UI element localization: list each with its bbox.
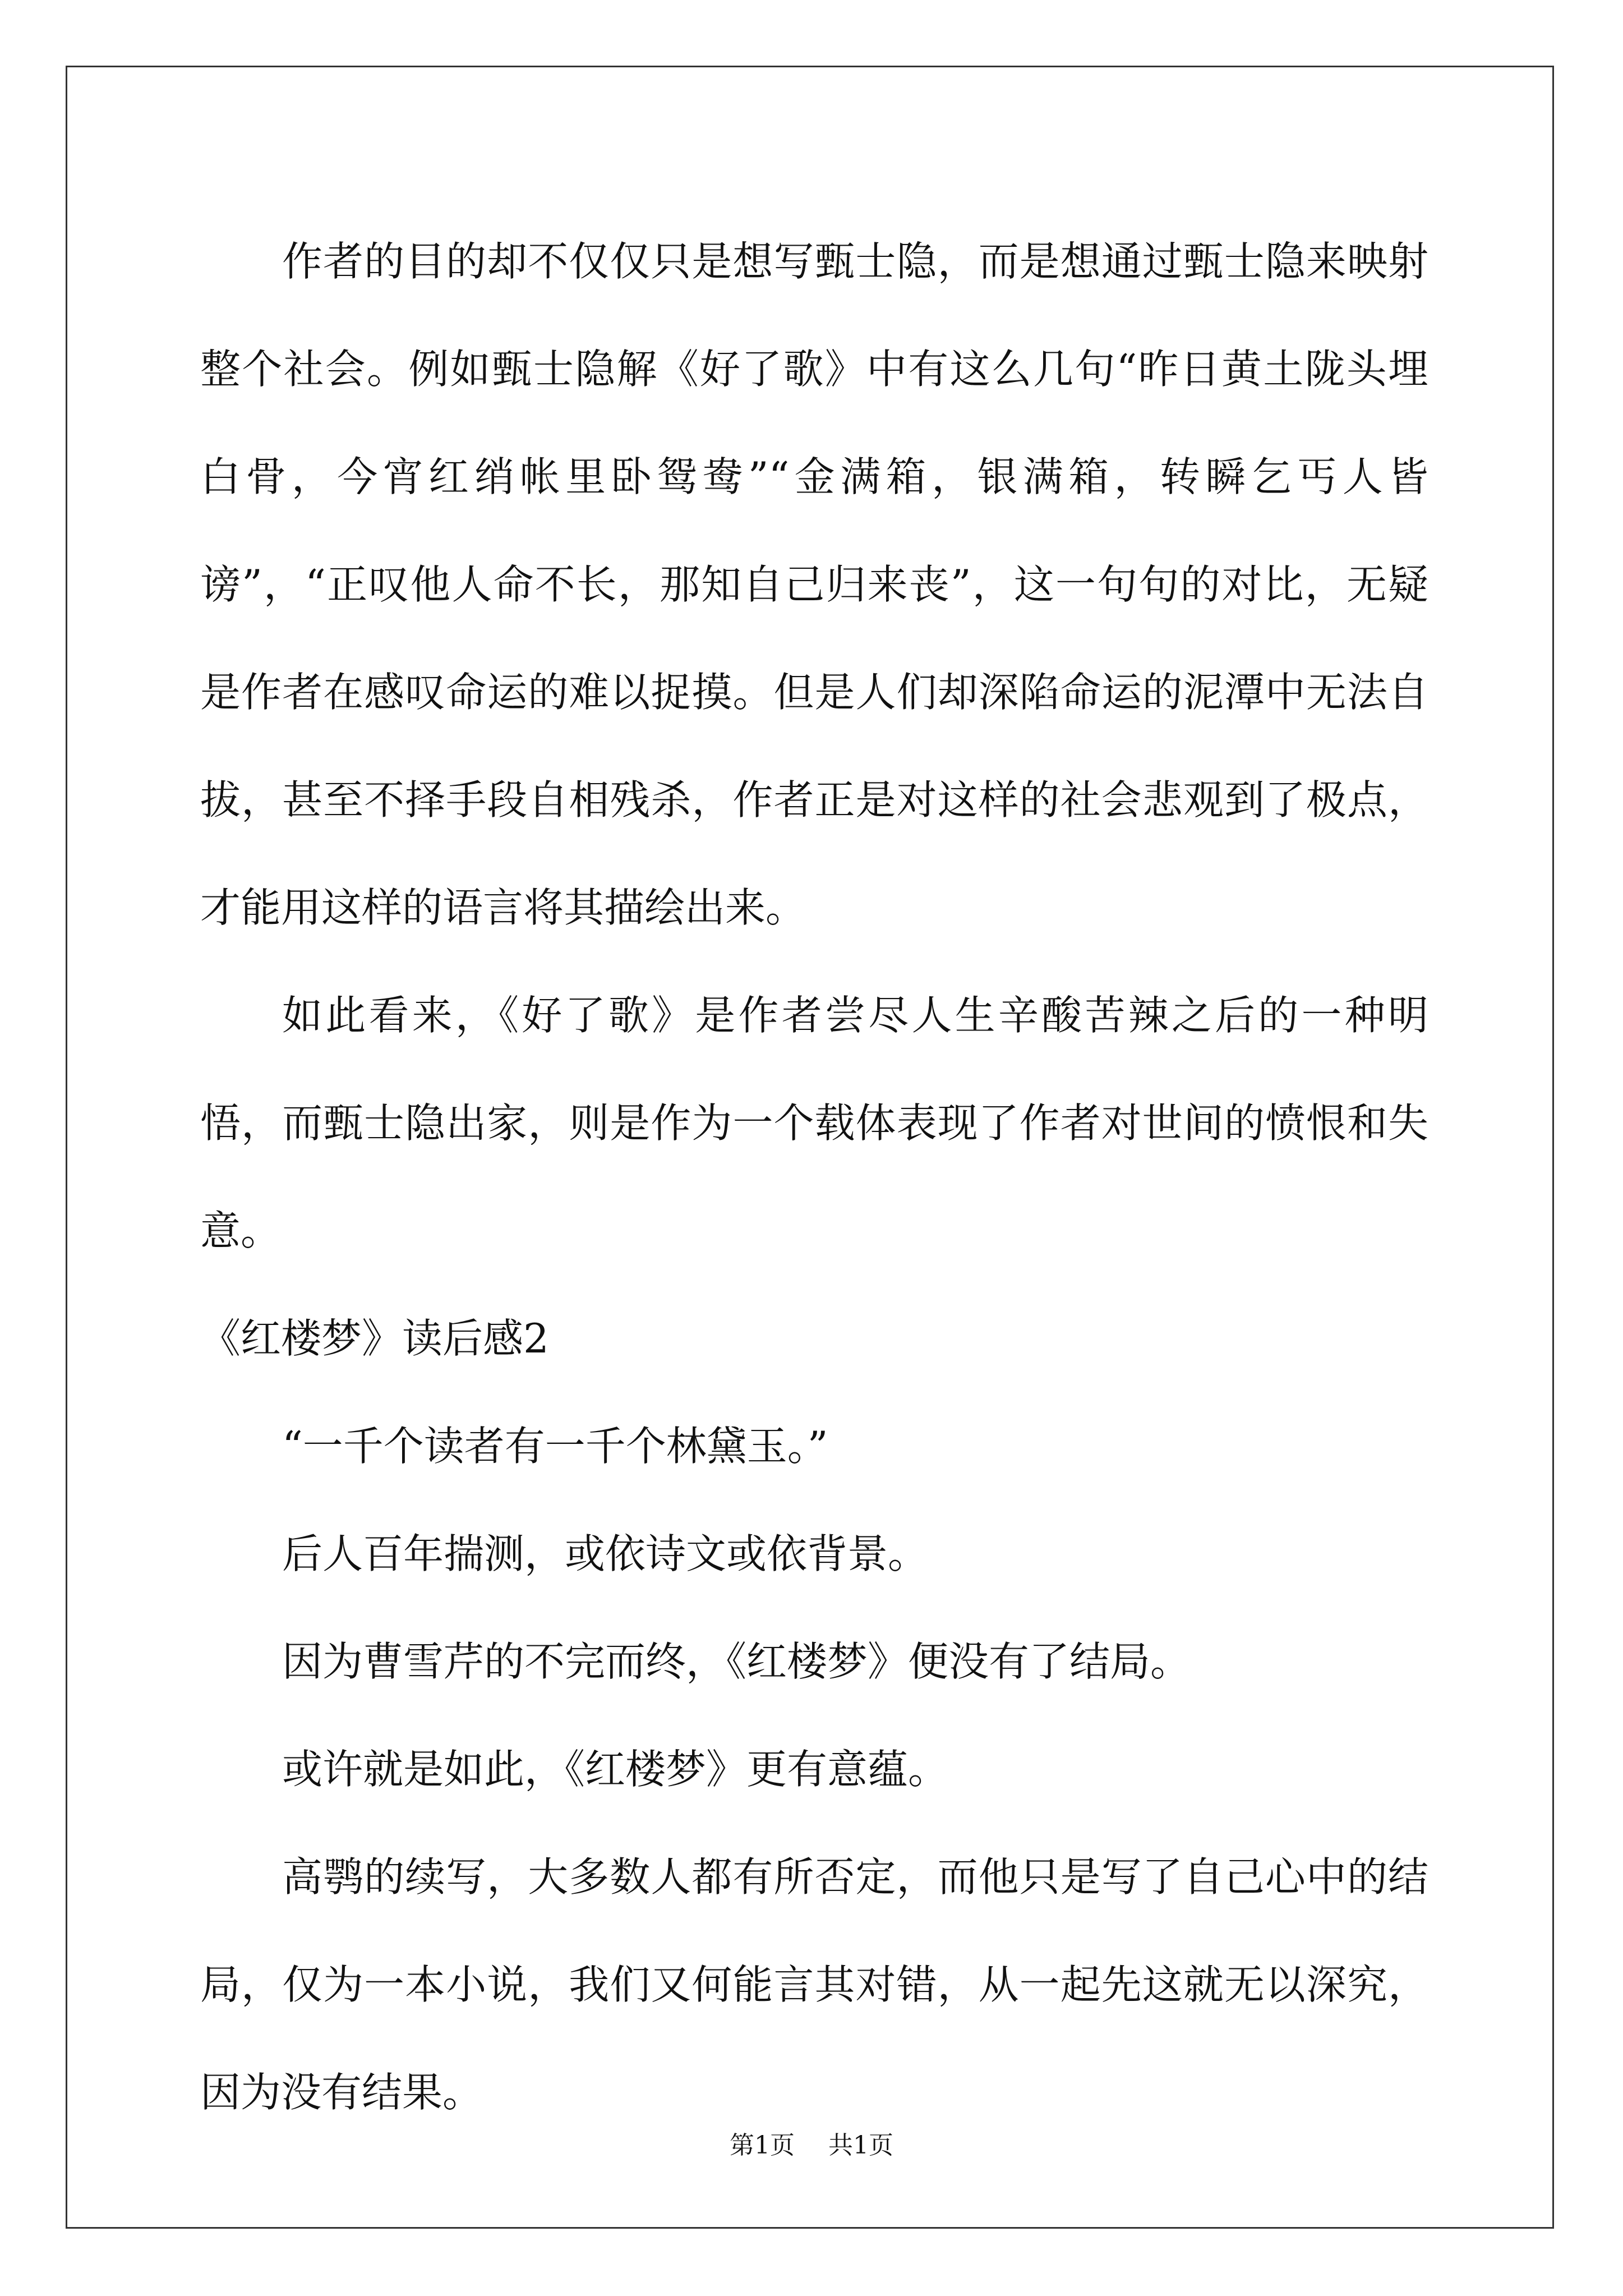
- paragraph-4: 后人百年揣测，或依诗文或依背景。: [282, 1530, 929, 1577]
- page-total: 共1页: [828, 2131, 893, 2160]
- document-body: [200, 208, 1428, 2146]
- paragraph-6: 或许就是如此，《红楼梦》更有意蕴。: [282, 1746, 949, 1793]
- paragraph-7: 高鹗的续写，大多数人都有所否定，而他只是写了自己心中的结局，仅为一本小说，我们又何能言其对错，从一起先这就无以深究，因为没有结果。: [200, 1853, 1428, 2116]
- page-footer: [0, 2129, 1623, 2162]
- page-number: 第1页: [730, 2131, 795, 2160]
- paragraph-1: 作者的目的却不仅仅只是想写甄士隐，而是想通过甄士隐来映射整个社会。例如甄士隐解《好了歌》中有这么几句“昨日黄土陇头埋白骨，今宵红绡帐里卧鸳鸯”“金满箱，银满箱，转瞬乞丐人皆谤”，“正叹他人命不长，那知自己归来丧”，这一句句的对比，无疑是作者在感叹命运的难以捉摸。但是人们却深陷命运的泥潭中无法自拔，甚至不择手段自相残杀，作者正是对这样的社会悲观到了极点，才能用这样的语言将其描绘出来。: [200, 238, 1428, 931]
- paragraph-5: 因为曹雪芹的不完而终，《红楼梦》便没有了结局。: [282, 1638, 1191, 1685]
- paragraph-2: 如此看来，《好了歌》是作者尝尽人生辛酸苦辣之后的一种明悟，而甄士隐出家，则是作为一个载体表现了作者对世间的愤恨和失意。: [200, 992, 1428, 1254]
- paragraph-3: “一千个读者有一千个林黛玉。”: [282, 1423, 828, 1470]
- section-heading: 《红楼梦》读后感2: [200, 1315, 549, 1362]
